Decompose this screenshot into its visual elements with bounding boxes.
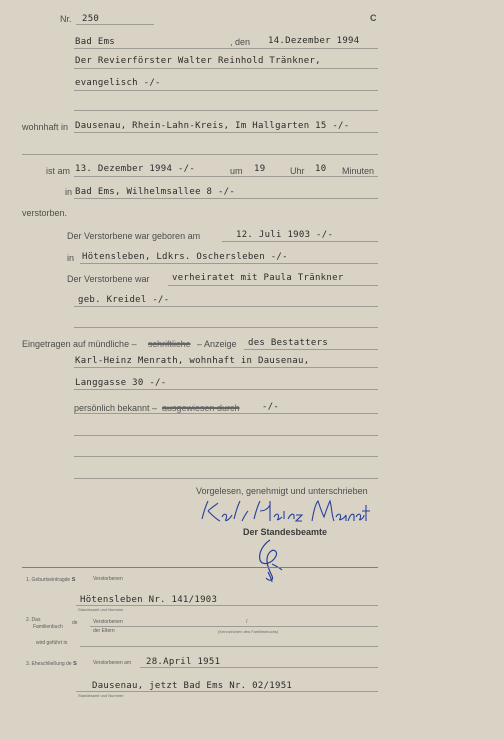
footnote2-slash: / [246,619,248,625]
footnote2-wird: wird geführt in [36,640,68,646]
ist-am-label: ist am [46,166,71,176]
footnote1-caption: Standesamt und Nummer [78,607,124,612]
deceased-rule1 [74,68,378,69]
register-letter: C [370,13,377,23]
residence-label: wohnhaft in [22,122,69,132]
registration-struck-option: schriftliche [148,339,191,349]
birth-place: Hötensleben, Ldkrs. Oschersleben -/- [82,252,288,262]
registration-value2: Karl-Heinz Menrath, wohnhaft in Dausenau, [75,356,310,366]
den-label: , den [230,37,251,47]
death-rule [74,176,378,177]
death-hour: 19 [254,164,266,174]
residence-rule [74,132,378,133]
nr-rule [76,24,154,25]
footnote2-rule1 [90,626,378,627]
footnotes-separator [22,567,378,568]
marital-rule2 [74,306,378,307]
known-label: persönlich bekannt – [74,403,158,413]
known-rule [74,413,378,414]
footnote3-rule [76,691,378,692]
minuten-label: Minuten [342,166,375,176]
date-value: 14.Dezember 1994 [268,36,360,46]
blank-rule2 [74,456,378,457]
deceased-line2: evangelisch -/- [75,78,161,88]
place-value: Bad Ems [75,37,116,47]
footnote1-value: Hötensleben Nr. 141/1903 [80,595,218,605]
footnote2-de: de [72,620,78,626]
footnote3-label: 3. Eheschließung de s [26,660,77,667]
known-struck: ausgewiesen durch [162,403,240,413]
death-place-rule [74,198,378,199]
official-label: Der Standesbeamte [243,527,328,537]
death-date: 13. Dezember 1994 -/- [75,164,196,174]
um-label: um [230,166,243,176]
footnote1-rule [76,605,378,606]
marital-rule1 [168,285,378,286]
deceased-line1: Der Revierförster Walter Reinhold Tränkner, [75,56,321,66]
footnote2-familienbuch: Familienbuch [33,624,63,630]
deceased-rule2 [74,90,378,91]
uhr-label: Uhr [290,166,305,176]
registration-value1: des Bestatters [248,338,329,348]
birth-place-rule [80,263,378,264]
registration-value3: Langgasse 30 -/- [75,378,167,388]
footnote2-rule2 [80,646,378,647]
known-value: -/- [262,402,280,412]
registration-label-suffix: – Anzeige [197,339,237,349]
marital-label: Der Verstorbene war [67,274,150,284]
residence-value: Dausenau, Rhein-Lahn-Kreis, Im Hallgarten 15 -/- [75,121,350,131]
marital-value2: geb. Kreidel -/- [78,295,170,305]
footnote3-caption: Standesamt und Nummer [78,693,124,698]
registration-label-prefix: Eingetragen auf mündliche – [22,339,137,349]
footnote3-value: Dausenau, jetzt Bad Ems Nr. 02/1951 [92,681,293,691]
place-rule [74,48,378,49]
footnote2-der-eltern: der Eltern [93,628,115,634]
footnote3-date-rule [140,667,378,668]
official-initial-signature [250,536,286,584]
footnote2-verstorbenen: Verstorbenen [93,619,123,625]
read-approved-text: Vorgelesen, genehmigt und unterschrieben [196,486,368,496]
footnote2-ehegatten: (Kennzeichen des Familienbuchs) [218,629,279,634]
handwritten-signature [196,497,376,529]
death-minutes: 10 [315,164,327,174]
registration-rule2 [74,367,378,368]
death-place-label: in [65,187,73,197]
registration-rule3 [74,389,378,390]
nr-value: 250 [82,14,100,24]
registration-rule1 [244,349,378,350]
verstorben-label: verstorben. [22,208,68,218]
nr-label: Nr. [60,14,72,24]
deceased-rule3 [74,110,378,111]
death-place: Bad Ems, Wilhelmsallee 8 -/- [75,187,236,197]
footnote1-label: 1. Geburtseintragde s [26,576,76,583]
birth-label: Der Verstorbene war geboren am [67,231,201,241]
footnote2-label: 2. Das [26,617,41,623]
blank-rule3 [74,478,378,479]
birth-rule [222,241,378,242]
residence-rule2 [22,154,378,155]
footnote3-verstorbenen: Verstorbenen am [93,660,132,666]
marital-value1: verheiratet mit Paula Tränkner [172,273,344,283]
blank-rule1 [74,435,378,436]
footnote3-date: 28.April 1951 [146,657,221,667]
birth-place-label: in [67,253,75,263]
birth-date: 12. Juli 1903 -/- [236,230,334,240]
footnote1-verstorbenen: Verstorbenen [93,576,123,582]
marital-rule3 [74,327,378,328]
